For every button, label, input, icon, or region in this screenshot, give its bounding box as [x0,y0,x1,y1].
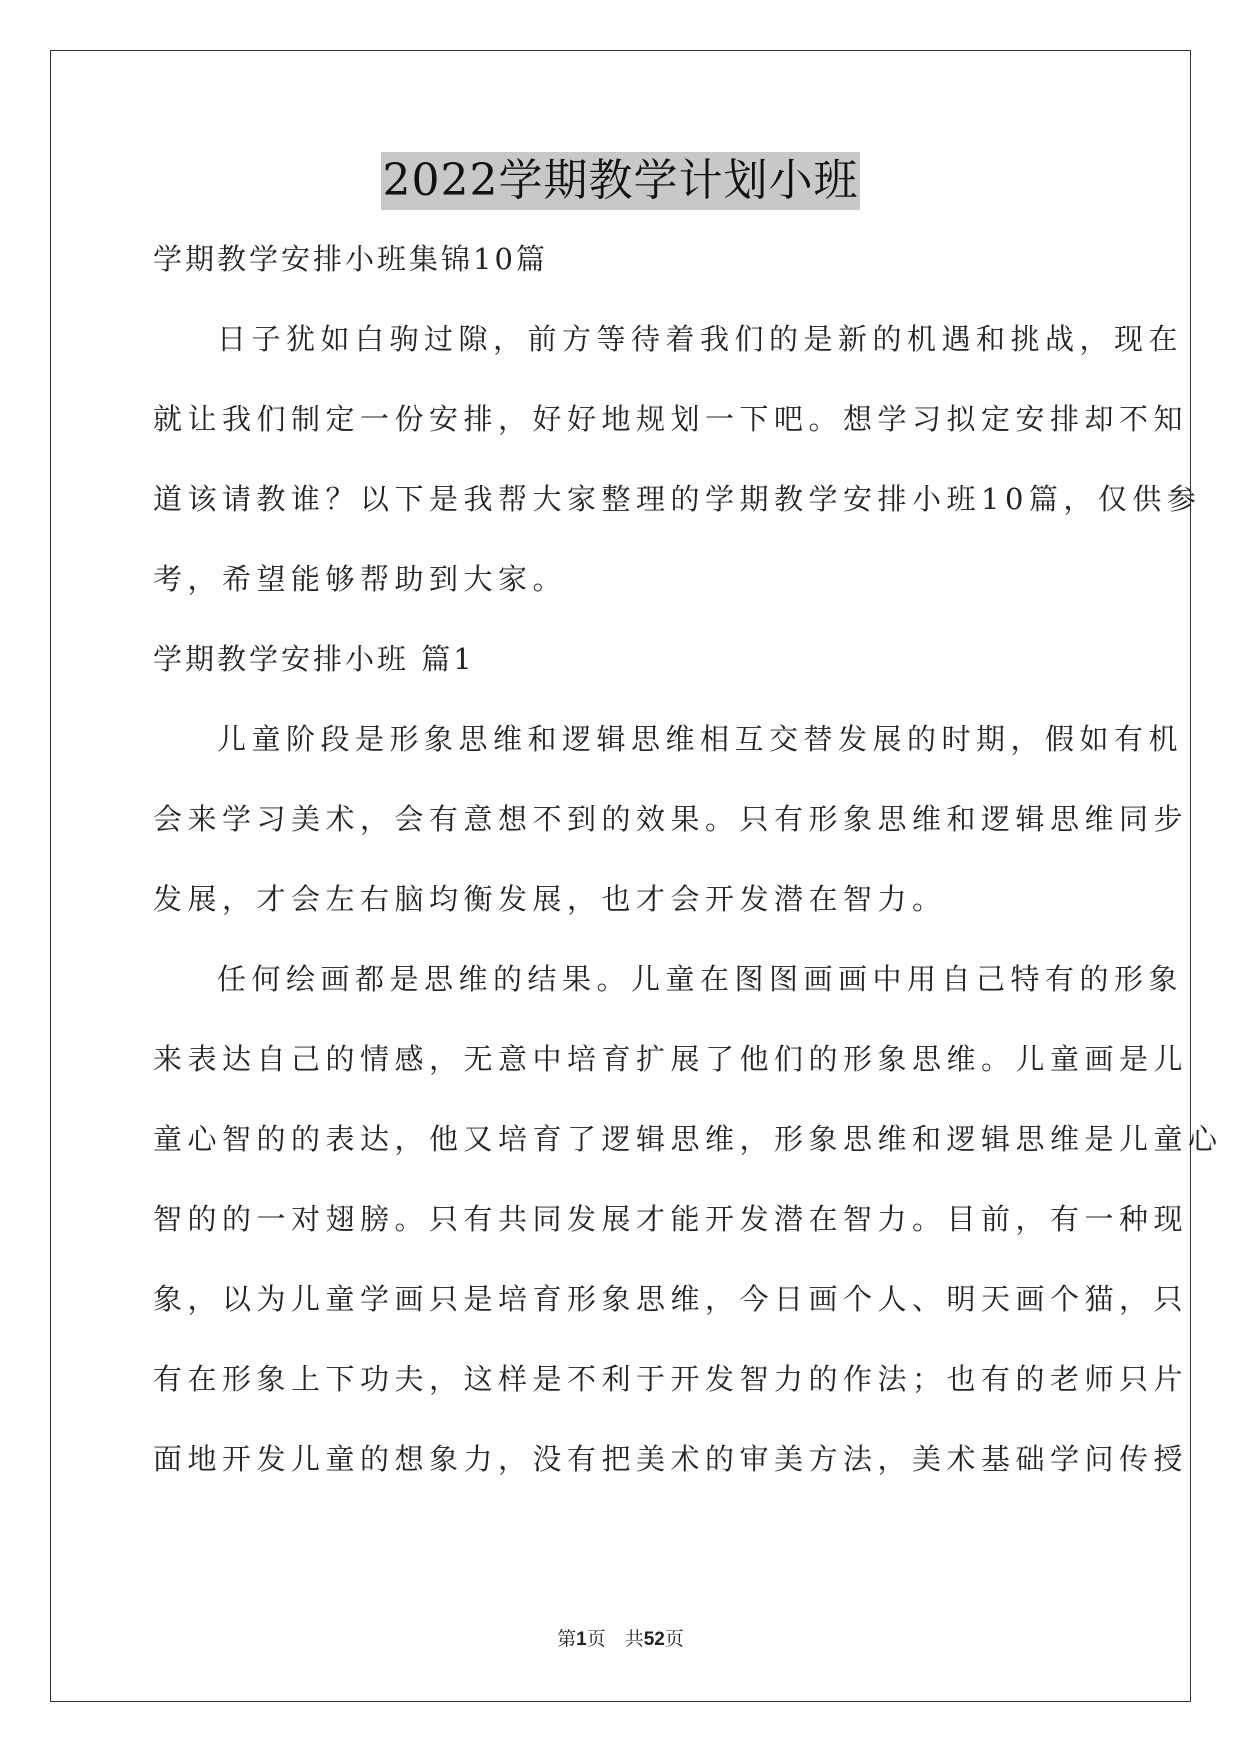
paragraph-line: 有在形象上下功夫，这样是不利于开发智力的作法；也有的老师只片 [153,1362,1189,1396]
page-current: 1 [576,1629,587,1650]
paragraph-line: 发展，才会左右脑均衡发展，也才会开发潜在智力。 [153,882,947,916]
page-footer [0,1624,1241,1651]
paragraph-line: 道该请教谁？以下是我帮大家整理的学期教学安排小班10篇，仅供参 [153,482,1202,516]
paragraph-line: 智的的一对翅膀。只有共同发展才能开发潜在智力。目前，有一种现 [153,1202,1189,1236]
page-mid: 页 共 [586,1628,644,1650]
paragraph-line: 考，希望能够帮助到大家。 [153,562,568,596]
paragraph-line: 来表达自己的情感，无意中培育扩展了他们的形象思维。儿童画是儿 [153,1042,1189,1076]
paragraph-line: 面地开发儿童的想象力，没有把美术的审美方法，美术基础学问传授 [153,1442,1189,1476]
section-heading: 学期教学安排小班集锦10篇 [153,242,548,276]
document-body [153,232,1223,1512]
page-total: 52 [643,1629,665,1650]
paragraph-line: 就让我们制定一份安排，好好地规划一下吧。想学习拟定安排却不知 [153,402,1189,436]
paragraph-line: 任何绘画都是思维的结果。儿童在图图画画中用自己特有的形象 [217,962,1184,996]
document-title: 2022学期教学计划小班 [381,152,861,210]
section-heading: 学期教学安排小班 篇1 [153,642,475,676]
paragraph-line: 象，以为儿童学画只是培育形象思维，今日画个人、明天画个猫，只 [153,1282,1189,1316]
paragraph-line: 日子犹如白驹过隙，前方等待着我们的是新的机遇和挑战，现在 [217,322,1184,356]
paragraph-line: 儿童阶段是形象思维和逻辑思维相互交替发展的时期，假如有机 [217,722,1184,756]
paragraph-line: 会来学习美术，会有意想不到的效果。只有形象思维和逻辑思维同步 [153,802,1189,836]
page-prefix: 第 [557,1628,577,1650]
title-container [0,152,1241,210]
page-suffix: 页 [664,1628,684,1650]
paragraph-line: 童心智的的表达，他又培育了逻辑思维，形象思维和逻辑思维是儿童心 [153,1122,1223,1156]
